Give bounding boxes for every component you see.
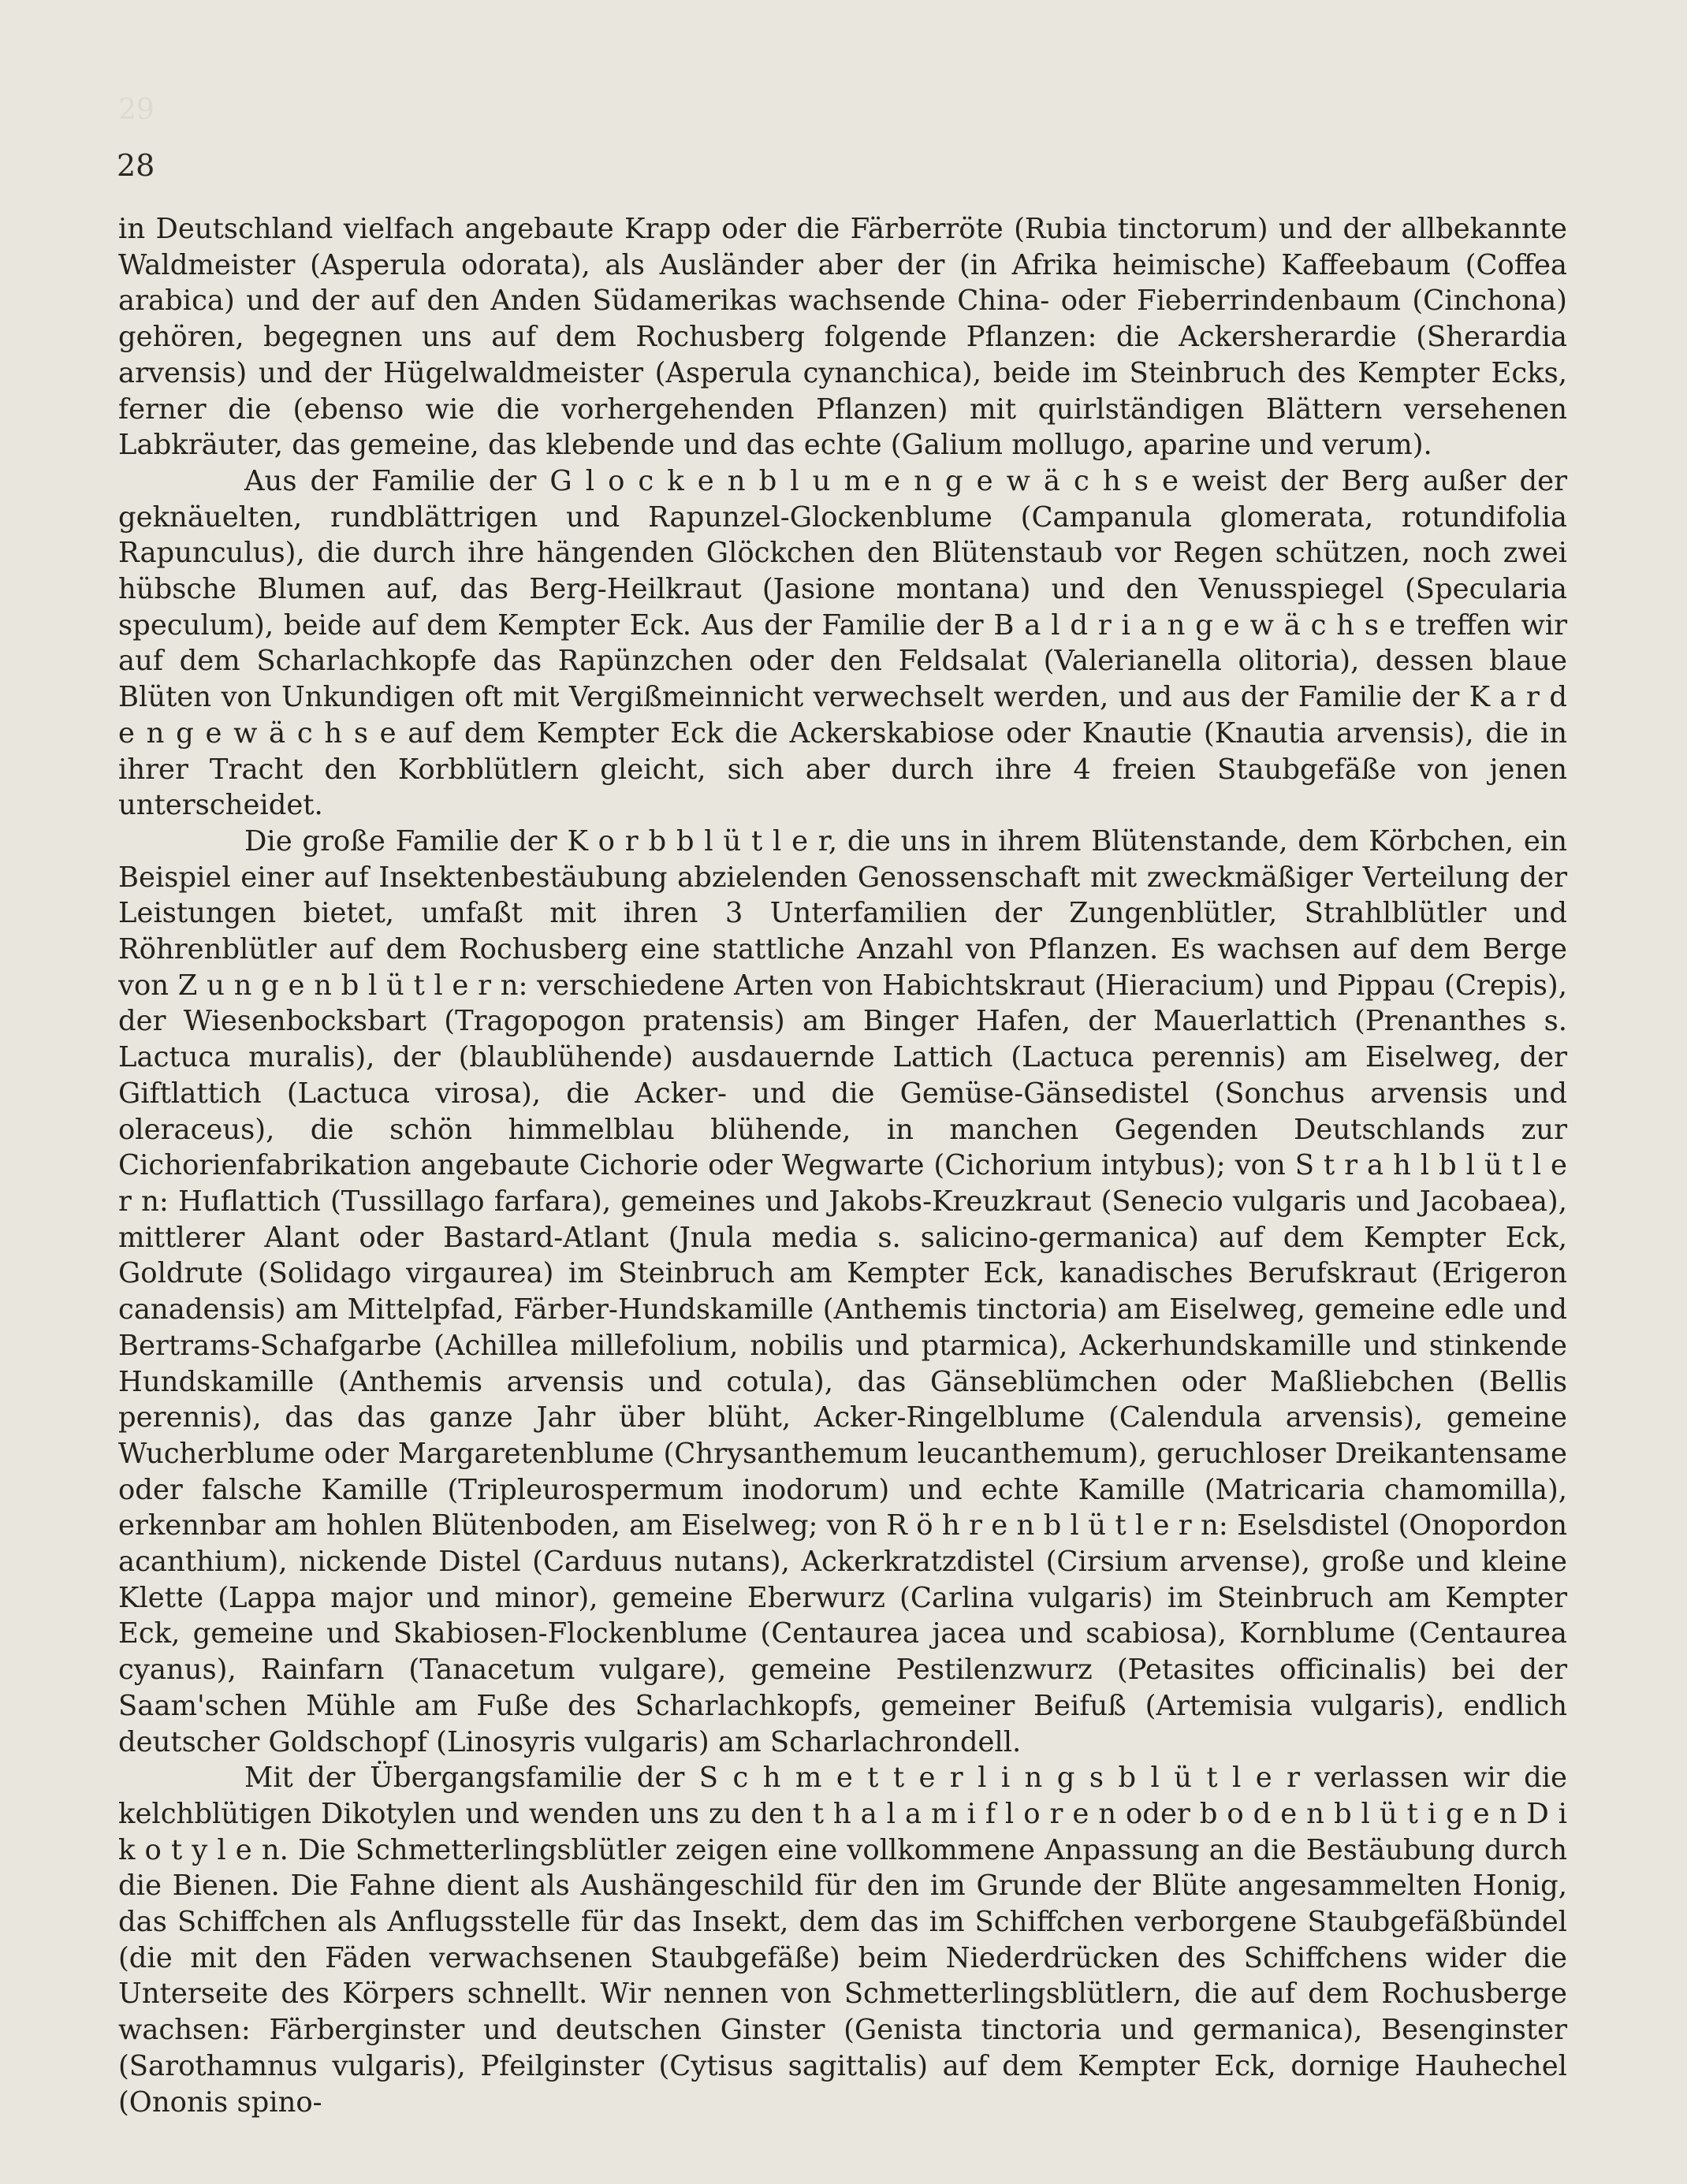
paragraph-papilionaceae: Mit der Übergangsfamilie der S c h m e t t e r l i n g s b l ü t l e r verlassen wir die kelchblütigen Dikotylen und wenden uns zu den t h a l a m i f l o r e n oder b o d e n b l ü t i g e n D i k o t y l e n. Die Schmetterlingsblütler zeigen eine vollkommene Anpassung an die Bestäubung durch die Bienen. Die Fahne dient als Aushängeschild für den im Grunde der Blüte angesammelten Honig, das Schiffchen als Anflugsstelle für das Insekt, dem das im Schiffchen verborgene Staubgefäßbündel (die mit den Fäden verwachsenen Staubgefäße) beim Niederdrücken des Schiffchens wider die Unterseite des Körpers schnellt. Wir nennen von Schmetterlingsblütlern, die auf dem Rochusberge wachsen: Färberginster und deutschen Ginster (Genista tinctoria und germanica), Besenginster (Sarothamnus vulgaris), Pfeilginster (Cytisus sagittalis) auf dem Kempter Eck, dornige Hauhechel (Ononis spino- [118, 1762, 1567, 2119]
paragraph-compositae: Die große Familie der K o r b b l ü t l e r, die uns in ihrem Blütenstande, dem Körbchen, ein Beispiel einer auf Insektenbestäubung abzielenden Genossenschaft mit zweckmäßiger Verteilung der Leistungen bietet, umfaßt mit ihren 3 Unterfamilien der Zungenblütler, Strahlblütler und Röhrenblütler auf dem Rochusberg eine stattliche Anzahl von Pflanzen. Es wachsen auf dem Berge von Z u n g e n b l ü t l e r n: verschiedene Arten von Habichtskraut (Hieracium) und Pippau (Crepis), der Wiesenbocksbart (Tragopogon pratensis) am Binger Hafen, der Mauerlattich (Prenanthes s. Lactuca muralis), der (blaublühende) ausdauernde Lattich (Lactuca perennis) am Eiselweg, der Giftlattich (Lactuca virosa), die Acker- und die Gemüse-Gänsedistel (Sonchus arvensis und oleraceus), die schön himmelblau blühende, in manchen Gegenden Deutschlands zur Cichorienfabrikation angebaute Cichorie oder Wegwarte (Cichorium intybus); von S t r a h l b l ü t l e r n: Huflattich (Tussillago farfara), gemeines und Jakobs-Kreuzkraut (Senecio vulgaris und Jacobaea), mittlerer Alant oder Bastard-Atlant (Jnula media s. salicino-germanica) auf dem Kempter Eck, Goldrute (Solidago virgaurea) im Steinbruch am Kempter Eck, kanadisches Berufskraut (Erigeron canadensis) am Mittelpfad, Färber-Hundskamille (Anthemis tinctoria) am Eiselweg, gemeine edle und Bertrams-Schafgarbe (Achillea millefolium, nobilis und ptarmica), Ackerhundskamille und stinkende Hundskamille (Anthemis arvensis und cotula), das Gänseblümchen oder Maßliebchen (Bellis perennis), das das ganze Jahr über blüht, Acker-Ringelblume (Calendula arvensis), gemeine Wucherblume oder Margaretenblume (Chrysanthemum leucanthemum), geruchloser Dreikantensame oder falsche Kamille (Tripleurospermum inodorum) und echte Kamille (Matricaria chamomilla), erkennbar am hohlen Blütenboden, am Eiselweg; von R ö h r e n b l ü t l e r n: Eselsdistel (Onopordon acanthium), nickende Distel (Carduus nutans), Ackerkratzdistel (Cirsium arvense), große und kleine Klette (Lappa major und minor), gemeine Eberwurz (Carlina vulgaris) im Steinbruch am Kempter Eck, gemeine und Skabiosen-Flockenblume (Centaurea jacea und scabiosa), Kornblume (Centaurea cyanus), Rainfarn (Tanacetum vulgare), gemeine Pestilenzwurz (Petasites officinalis) bei der Saam'schen Mühle am Fuße des Scharlachkopfs, gemeiner Beifuß (Artemisia vulgaris), endlich deutscher Goldschopf (Linosyris vulgaris) am Scharlachrondell. [118, 824, 1567, 1758]
body-text [118, 211, 1567, 2120]
paragraph-rubiaceae: in Deutschland vielfach angebaute Krapp oder die Färberröte (Rubia tinctorum) und der allbekannte Waldmeister (Asperula odorata), als Ausländer aber der (in Afrika heimische) Kaffeebaum (Coffea arabica) und der auf den Anden Südamerikas wachsende China- oder Fieberrindenbaum (Cinchona) gehören, begegnen uns auf dem Rochusberg folgende Pflanzen: die Ackersherardie (Sherardia arvensis) und der Hügelwaldmeister (Asperula cynanchica), beide im Steinbruch des Kempter Ecks, ferner die (ebenso wie die vorhergehenden Pflanzen) mit quirlständigen Blättern versehenen Labkräuter, das gemeine, das klebende und das echte (Galium mollugo, aparine und verum). [118, 213, 1567, 462]
bleed-through-page-number: 29 [118, 94, 155, 126]
paragraph-campanulaceae-valerianaceae: Aus der Familie der G l o c k e n b l u m e n g e w ä c h s e weist der Berg außer der geknäuelten, rundblättrigen und Rapunzel-Glockenblume (Campanula glomerata, rotundifolia Rapunculus), die durch ihre hängenden Glöckchen den Blütenstaub vor Regen schützen, noch zwei hübsche Blumen auf, das Berg-Heilkraut (Jasione montana) und den Venusspiegel (Specularia speculum), beide auf dem Kempter Eck. Aus der Familie der B a l d r i a n g e w ä c h s e treffen wir auf dem Scharlachkopfe das Rapünzchen oder den Feldsalat (Valerianella olitoria), dessen blaue Blüten von Unkundigen oft mit Vergißmeinnicht verwechselt werden, und aus der Familie der K a r d e n g e w ä c h s e auf dem Kempter Eck die Ackerskabiose oder Knautie (Knautia arvensis), die in ihrer Tracht den Korbblütlern gleicht, sich aber durch ihre 4 freien Staubgefäße von jenen unterscheidet. [118, 464, 1567, 822]
page-number: 28 [117, 148, 155, 183]
